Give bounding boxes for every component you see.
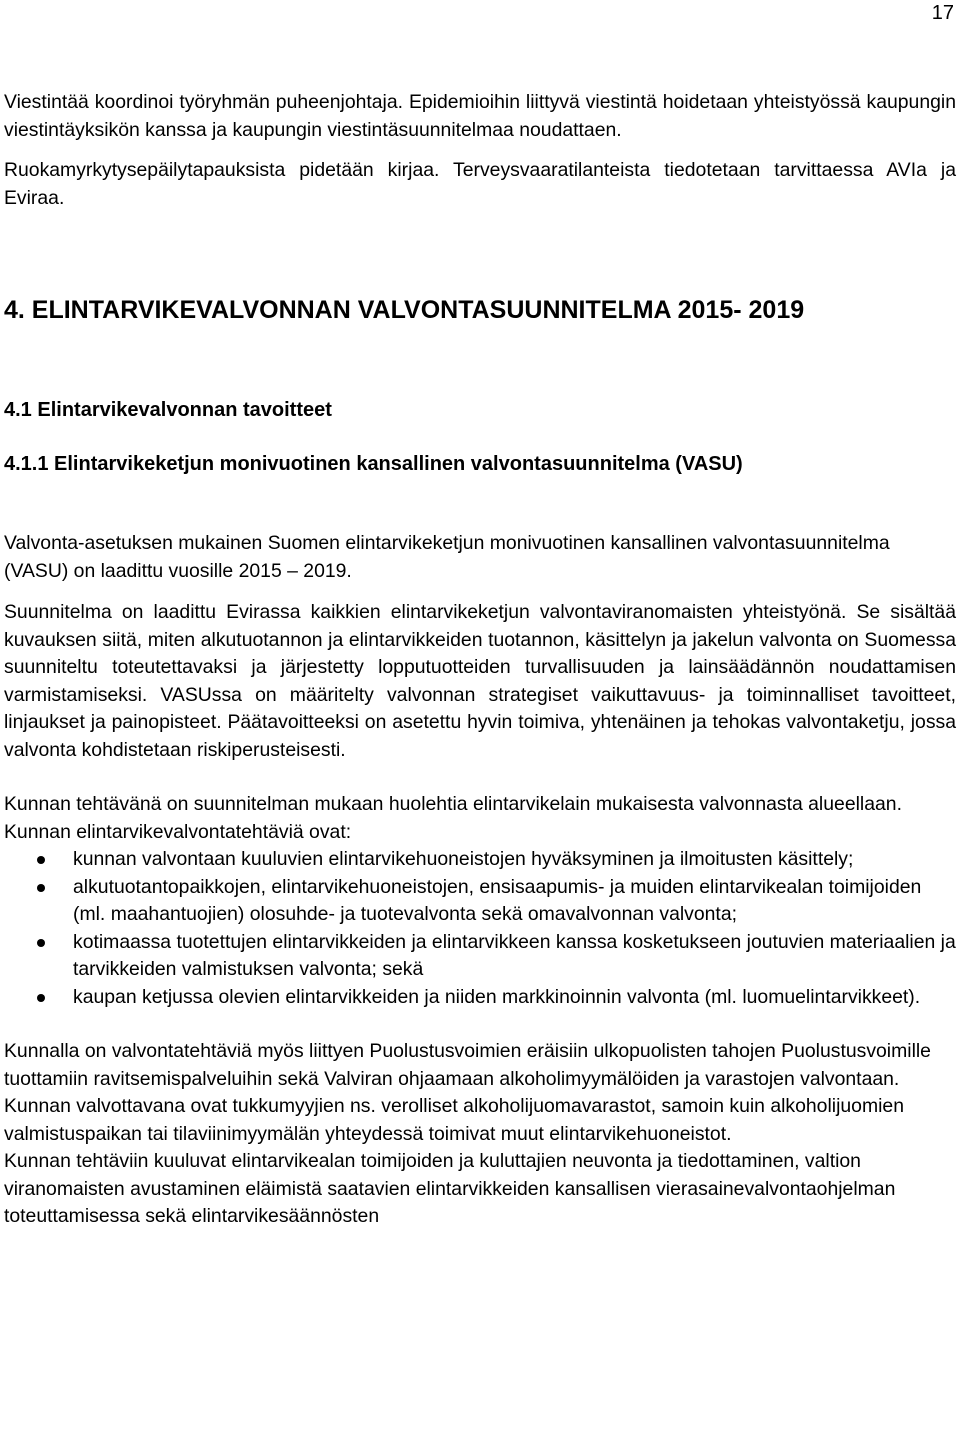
list-item: [4, 874, 956, 929]
bullet-icon: [37, 994, 45, 1002]
bullet-icon: [37, 856, 45, 864]
paragraph-food-poisoning: Ruokamyrkytysepäilytapauksista pidetään kirjaa. Terveysvaaratilanteista tiedotetaan tarvittaessa AVIa ja Eviraa.: [4, 159, 956, 209]
paragraph-vasu-description: Suunnitelma on laadittu Evirassa kaikkien elintarvikeketjun valvontaviranomaisten yhteistyönä. Se sisältää kuvauksen siitä, miten alkutuotannon ja elintarvikkeiden tuotannon, käsittelyn ja jakelun valvonta on Suomessa suunniteltu toteutettavaksi ja järjestetty lopputuotteiden turvallisuuden ja lainsäädännön noudattamisen varmistamiseksi. VASUssa on määritelty valvonnan strategiset vaikuttavuus- ja toiminnalliset tavoitteet, linjaukset ja painopisteet. Päätavoitteeksi on asetettu hyvin toimiva, yhtenäinen ja tehokas valvontaketju, jossa valvonta kohdistetaan riskiperusteisesti.: [4, 601, 956, 761]
bullet-icon: [37, 939, 45, 947]
paragraph-municipal-tasks: Kunnan tehtävänä on suunnitelman mukaan huolehtia elintarvikelain mukaisesta valvonnasta alueellaan. Kunnan elintarvikevalvontatehtäviä ovat:: [4, 793, 902, 843]
list-item-text: kotimaassa tuotettujen elintarvikkeiden ja elintarvikkeen kanssa kosketukseen joutuvien materiaalien ja tarvikkeiden valmistuksen valvonta; sekä: [73, 930, 956, 980]
heading-section-4: 4. ELINTARVIKEVALVONNAN VALVONTASUUNNITELMA 2015- 2019: [4, 296, 805, 324]
heading-section-4-1-1: 4.1.1 Elintarvikeketjun monivuotinen kansallinen valvontasuunnitelma (VASU): [4, 453, 743, 475]
list-item: [4, 846, 956, 874]
bullet-icon: [37, 884, 45, 892]
list-item-text: kunnan valvontaan kuuluvien elintarvikehuoneistojen hyväksyminen ja ilmoitusten käsittely;: [73, 848, 854, 870]
municipal-tasks-list: [4, 846, 956, 1011]
paragraph-communication: Viestintää koordinoi työryhmän puheenjohtaja. Epidemioihin liittyvä viestintä hoidetaan yhteistyössä kaupungin viestintäyksikön kanssa ja kaupungin viestintäsuunnitelmaa noudattaen.: [4, 91, 956, 141]
paragraph-vasu-intro: Valvonta-asetuksen mukainen Suomen elintarvikeketjun monivuotinen kansallinen valvontasuunnitelma (VASU) on laadittu vuosille 2015 – 2019.: [4, 532, 890, 582]
list-item-text: alkutuotantopaikkojen, elintarvikehuoneistojen, ensisaapumis- ja muiden elintarvikealan toimijoiden (ml. maahantuojien) olosuhde- ja tuotevalvonta sekä omavalvonnan valvonta;: [73, 875, 922, 925]
list-item-text: kaupan ketjussa olevien elintarvikkeiden ja niiden markkinoinnin valvonta (ml. luomuelintarvikkeet).: [73, 985, 921, 1008]
paragraph-defence-forces: Kunnalla on valvontatehtäviä myös liittyen Puolustusvoimien eräisiin ulkopuolisten tahojen Puolustusvoimille tuottamiin ravitsemispalveluihin sekä Valviran ohjaamaan alkoholimyymälöiden ja varastojen valvontaan. Kunnan valvottavana ovat tukkumyyjien ns. verolliset alkoholijuomavarastot, samoin kuin alkoholijuomien valmistuspaikan tai tilaviinimyymälän yhteydessä toimivat muut elintarvikehuoneistot.: [4, 1040, 931, 1145]
heading-section-4-1: 4.1 Elintarvikevalvonnan tavoitteet: [4, 399, 332, 421]
page-number: 17: [931, 2, 954, 24]
document-body: [4, 89, 956, 1231]
list-item: [4, 984, 956, 1012]
list-item: [4, 929, 956, 984]
paragraph-advisory-tasks: Kunnan tehtäviin kuuluvat elintarvikealan toimijoiden ja kuluttajien neuvonta ja tiedottaminen, valtion viranomaisten avustaminen eläimistä saatavien elintarvikkeiden kansallisen vierasainevalvontaohjelman toteuttamisessa sekä elintarvikesäännösten: [4, 1150, 896, 1227]
